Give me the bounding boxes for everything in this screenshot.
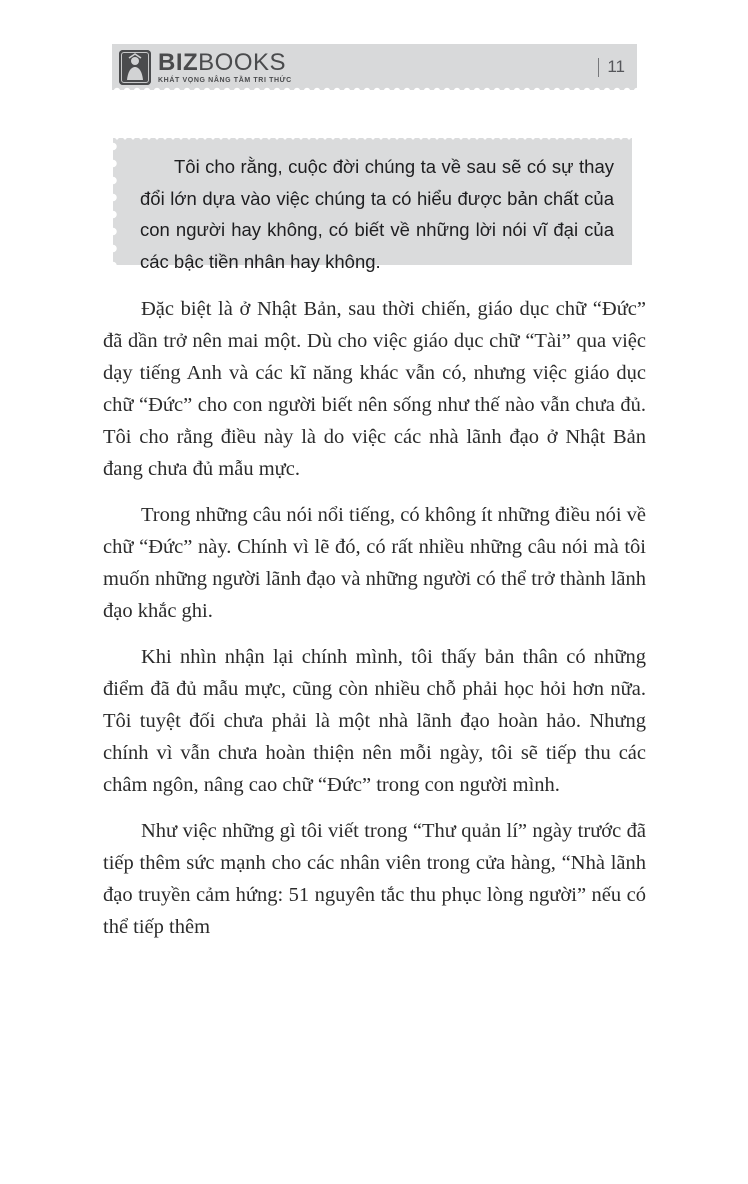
bizbooks-logo (119, 50, 292, 85)
paragraph-3: Khi nhìn nhận lại chính mình, tôi thấy bản thân có những điểm đã đủ mẫu mực, cũng còn nhiều chỗ phải học hỏi hơn nữa. Tôi tuyệt đối chưa phải là một nhà lãnh đạo hoàn hảo. Nhưng chính vì vẫn chưa hoàn thiện nên mỗi ngày, tôi sẽ tiếp thu các châm ngôn, nâng cao chữ “Đức” trong con người mình. (103, 646, 646, 796)
bizbooks-book-figure-icon (119, 50, 151, 85)
logo-text (158, 48, 292, 84)
paragraph-4: Như việc những gì tôi viết trong “Thư quản lí” ngày trước đã tiếp thêm sức mạnh cho các nhân viên trong cửa hàng, “Nhà lãnh đạo truyền cảm hứng: 51 nguyên tắc thu phục lòng người” nếu có thể tiếp thêm (103, 820, 646, 938)
paragraph-2: Trong những câu nói nổi tiếng, có không ít những điều nói về chữ “Đức” này. Chính vì lẽ đó, có rất nhiều những câu nói mà tôi muốn những người lãnh đạo và những người có thể trở thành lãnh đạo khắc ghi. (103, 504, 646, 622)
brand-biz: BIZ (158, 48, 199, 76)
paragraph-1: Đặc biệt là ở Nhật Bản, sau thời chiến, giáo dục chữ “Đức” đã dần trở nên mai một. Dù cho việc giáo dục chữ “Tài” qua việc dạy tiếng Anh và các kĩ năng khác vẫn có, nhưng việc giáo dục chữ “Đức” cho con người biết nên sống như thế nào vẫn chưa đủ. Tôi cho rằng điều này là do việc các nhà lãnh đạo ở Nhật Bản đang chưa đủ mẫu mực. (103, 298, 646, 480)
page-number-value: 11 (607, 57, 625, 76)
quote-box (113, 138, 632, 272)
brand-books: BOOKS (198, 48, 287, 76)
page-number-divider (598, 58, 600, 77)
body-text (103, 293, 646, 957)
brand-name (158, 48, 292, 76)
page-number (598, 57, 625, 77)
brand-tagline: KHÁT VỌNG NÂNG TẦM TRI THỨC (158, 76, 292, 84)
header-band (112, 44, 637, 90)
quote-text: Tôi cho rằng, cuộc đời chúng ta về sau sẽ có sự thay đổi lớn dựa vào việc chúng ta có hiểu được bản chất của con người hay không, có biết về những lời nói vĩ đại của các bậc tiền nhân hay không. (140, 156, 614, 272)
